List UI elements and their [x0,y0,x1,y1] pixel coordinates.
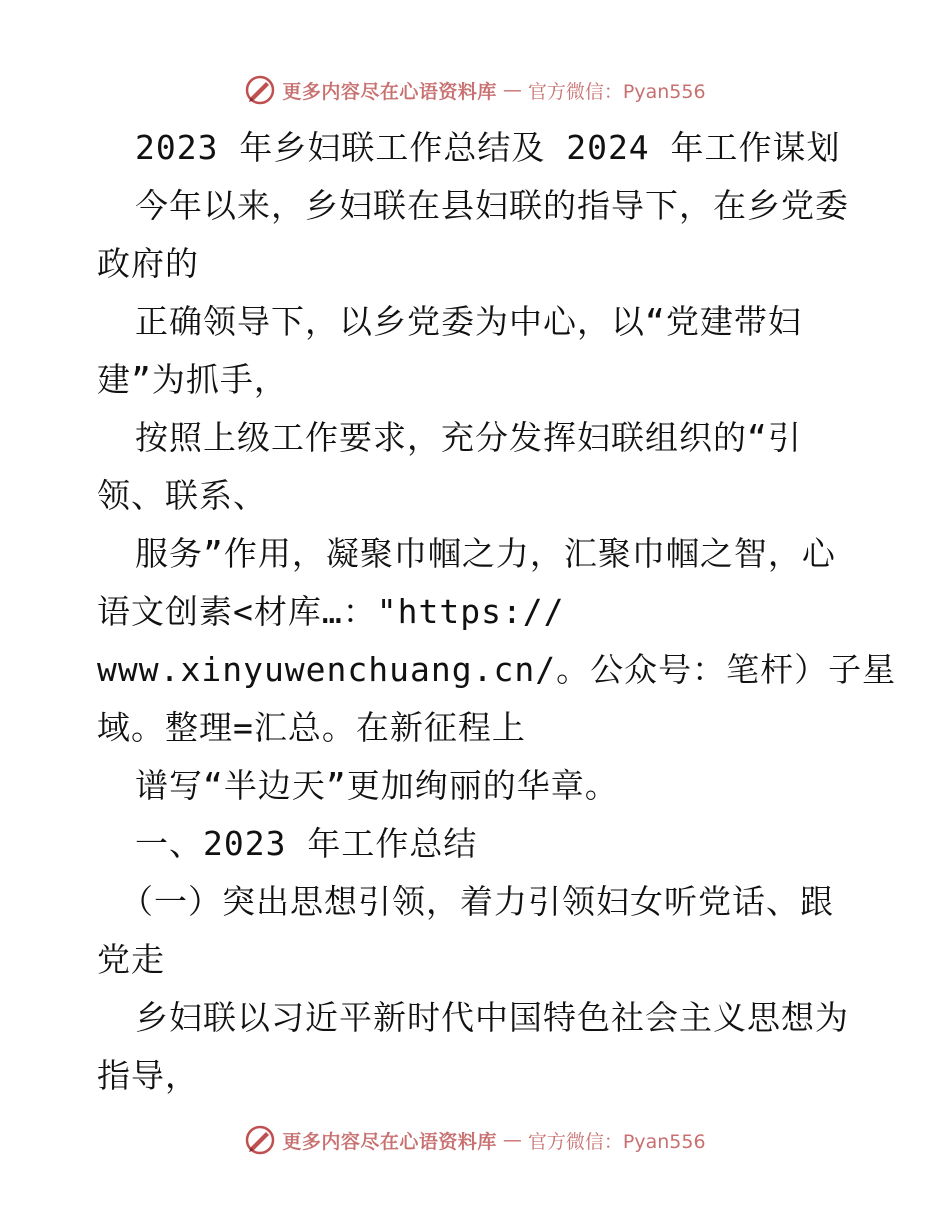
document-title: 2023 年乡妇联工作总结及 2024 年工作谋划 [135,128,841,167]
paragraph-line: 域。整理=汇总。在新征程上 [97,708,526,747]
paragraph-line: 今年以来，乡妇联在县妇联的指导下，在乡党委 [135,186,849,225]
paragraph-line: 党走 [97,940,165,979]
watermark-contact: 官方微信：Pyan556 [527,80,706,103]
paragraph-line: 正确领导下，以乡党委为中心，以“党建带妇 [135,302,802,341]
paragraph-line: 乡妇联以习近平新时代中国特色社会主义思想为 [135,998,849,1037]
watermark-dash: — [502,1129,522,1151]
pen-logo-icon [244,1124,276,1156]
paragraph-line: www.xinyuwenchuang.cn/。公众号：笔杆）子星 [97,650,897,689]
paragraph-line: 谱写“半边天”更加绚丽的华章。 [135,766,619,805]
watermark-brand [244,74,705,106]
paragraph-line: 建”为抓手， [97,360,288,399]
watermark-footer [0,1120,950,1160]
paragraph-line: 领、联系、 [97,476,267,515]
watermark-contact: 官方微信：Pyan556 [527,1130,706,1153]
paragraph-line: 语文创素<材库…："https:// [97,592,565,631]
pen-logo-icon [244,74,276,106]
watermark-header [0,70,950,110]
paragraph-line: 服务”作用，凝聚巾帼之力，汇聚巾帼之智，心 [135,534,836,573]
watermark-dash: — [502,79,522,101]
watermark-brand-text: 更多内容尽在心语资料库 [282,1130,497,1153]
paragraph-line: 指导， [97,1056,199,1095]
paragraph-line: 政府的 [97,244,199,283]
watermark-brand [244,1124,705,1156]
subsection-heading: （一）突出思想引领，着力引领妇女听党话、跟 [120,882,834,921]
paragraph-line: 按照上级工作要求，充分发挥妇联组织的“引 [135,418,802,457]
section-heading: 一、2023 年工作总结 [135,824,478,863]
watermark-brand-text: 更多内容尽在心语资料库 [282,80,497,103]
